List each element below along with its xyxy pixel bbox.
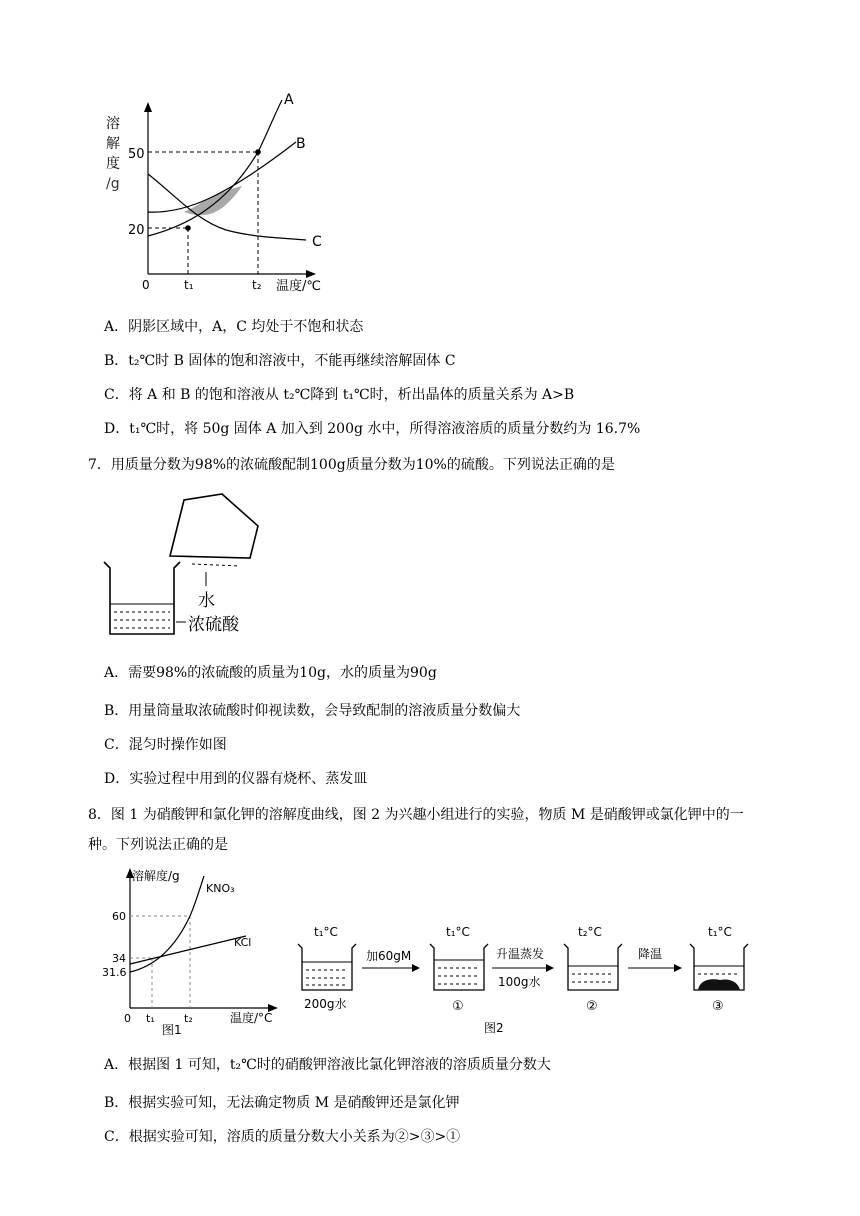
q6-option-a: A．阴影区域中，A，C 均处于不饱和状态	[104, 319, 364, 335]
ylabel-char-3: 度	[106, 156, 120, 172]
q7-option-b: B．用量筒量取浓硫酸时仰视读数，会导致配制的溶液质量分数偏大	[104, 703, 521, 719]
b0-temp: t₁°C	[314, 925, 338, 939]
fig1-y-60: 60	[112, 910, 126, 923]
q7-stem: 7．用质量分数为98%的浓硫酸配制100g质量分数为10%的硫酸。下列说法正确的是	[88, 457, 615, 473]
q6-option-d: D．t₁℃时，将 50g 固体 A 加入到 200g 水中，所得溶液溶质的质量分数约为 16.7%	[104, 421, 641, 437]
fig1-caption: 图1	[162, 1023, 182, 1036]
b2-temp: t₂°C	[578, 925, 602, 939]
fig-water-label: 水	[198, 591, 215, 611]
y-tick-20: 20	[128, 223, 145, 238]
x-tick-t2: t₂	[252, 278, 262, 292]
b0-label: 200g水	[304, 997, 347, 1011]
q8-fig2-experiment	[294, 918, 754, 1038]
water-dash	[192, 564, 240, 566]
x-tick-t1: t₁	[184, 278, 194, 292]
curve-b-label: B	[296, 136, 306, 152]
fig-acid-label: 浓硫酸	[188, 615, 239, 635]
b1-temp: t₁°C	[446, 925, 470, 939]
curve-c-label: C	[312, 234, 322, 250]
q8-option-a: A．根据图 1 可知，t₂℃时的硝酸钾溶液比氯化钾溶液的溶质质量分数大	[104, 1057, 551, 1073]
b1-label: ①	[452, 999, 464, 1014]
y-tick-50: 50	[128, 147, 145, 162]
fig1-ylabel: 溶解度/g	[132, 869, 180, 883]
q7-option-c: C．混匀时操作如图	[104, 737, 227, 753]
crystals	[698, 979, 740, 990]
b3-label: ③	[712, 999, 724, 1014]
fig1-kcl-label: KCl	[234, 936, 252, 949]
x-axis-arrow-icon	[306, 270, 316, 278]
ylabel-char-2: 解	[106, 136, 120, 152]
fig1-curve-kcl	[130, 936, 246, 964]
b3-temp: t₁°C	[708, 925, 732, 939]
q7-option-a: A．需要98%的浓硫酸的质量为10g，水的质量为90g	[104, 665, 437, 681]
q6-option-b: B．t₂℃时 B 固体的饱和溶液中，不能再继续溶解固体 C	[104, 353, 456, 369]
fig1-t2: t₂	[184, 1012, 193, 1025]
q8-stem-line2: 种。下列说法正确的是	[88, 837, 228, 853]
fig1-origin: 0	[124, 1012, 131, 1025]
fig1-y-316: 31.6	[102, 966, 127, 979]
fig1-kno3-label: KNO₃	[206, 882, 235, 895]
fig2-caption: 图2	[484, 1021, 504, 1035]
step2-label-a: 升温蒸发	[496, 947, 545, 961]
q8-option-c: C．根据实验可知，溶质的质量分数大小关系为②>③>①	[104, 1129, 461, 1145]
q8-fig1-solubility	[96, 858, 296, 1036]
q7-dilution-figure	[100, 490, 270, 645]
q8-option-b: B．根据实验可知，无法确定物质 M 是硝酸钾还是氯化钾	[104, 1095, 460, 1111]
beaker-1	[430, 925, 488, 1014]
point-t2-50	[255, 149, 261, 155]
fig1-y-34: 34	[112, 952, 126, 965]
step2-label-b: 100g水	[498, 975, 541, 989]
arrow-2-head-icon	[546, 964, 554, 972]
q6-solubility-figure	[96, 86, 336, 296]
beaker-3	[690, 925, 748, 1014]
tilted-beaker	[170, 494, 258, 558]
xlabel: 温度/℃	[276, 279, 321, 294]
curve-a-label: A	[284, 92, 294, 108]
fig1-xlabel: 温度/°C	[230, 1011, 273, 1025]
beaker-2	[564, 925, 622, 1014]
ylabel-char-1: 溶	[106, 116, 120, 132]
y-axis-arrow-icon	[144, 102, 152, 112]
fig1-curve-kno3	[130, 876, 204, 972]
origin-label: 0	[142, 278, 150, 292]
q6-option-c: C．将 A 和 B 的饱和溶液从 t₂℃降到 t₁℃时，析出晶体的质量关系为 A>B	[104, 387, 575, 403]
step1-label: 加60gM	[366, 949, 412, 963]
fig1-t1: t₁	[146, 1012, 155, 1025]
curve-c	[148, 174, 306, 240]
bottom-beaker	[104, 562, 180, 634]
arrow-1-head-icon	[412, 964, 420, 972]
point-t1-20	[185, 225, 191, 231]
beaker-0	[298, 925, 356, 1011]
ylabel-unit: /g	[106, 176, 120, 192]
q7-option-d: D．实验过程中用到的仪器有烧杯、蒸发皿	[104, 771, 368, 787]
curve-a	[148, 100, 282, 236]
step3-label: 降温	[638, 947, 663, 961]
q8-stem-line1: 8．图 1 为硝酸钾和氯化钾的溶解度曲线，图 2 为兴趣小组进行的实验，物质 M 是硝酸钾或氯化钾中的一	[88, 807, 744, 823]
arrow-3-head-icon	[674, 964, 682, 972]
b2-label: ②	[586, 999, 598, 1014]
